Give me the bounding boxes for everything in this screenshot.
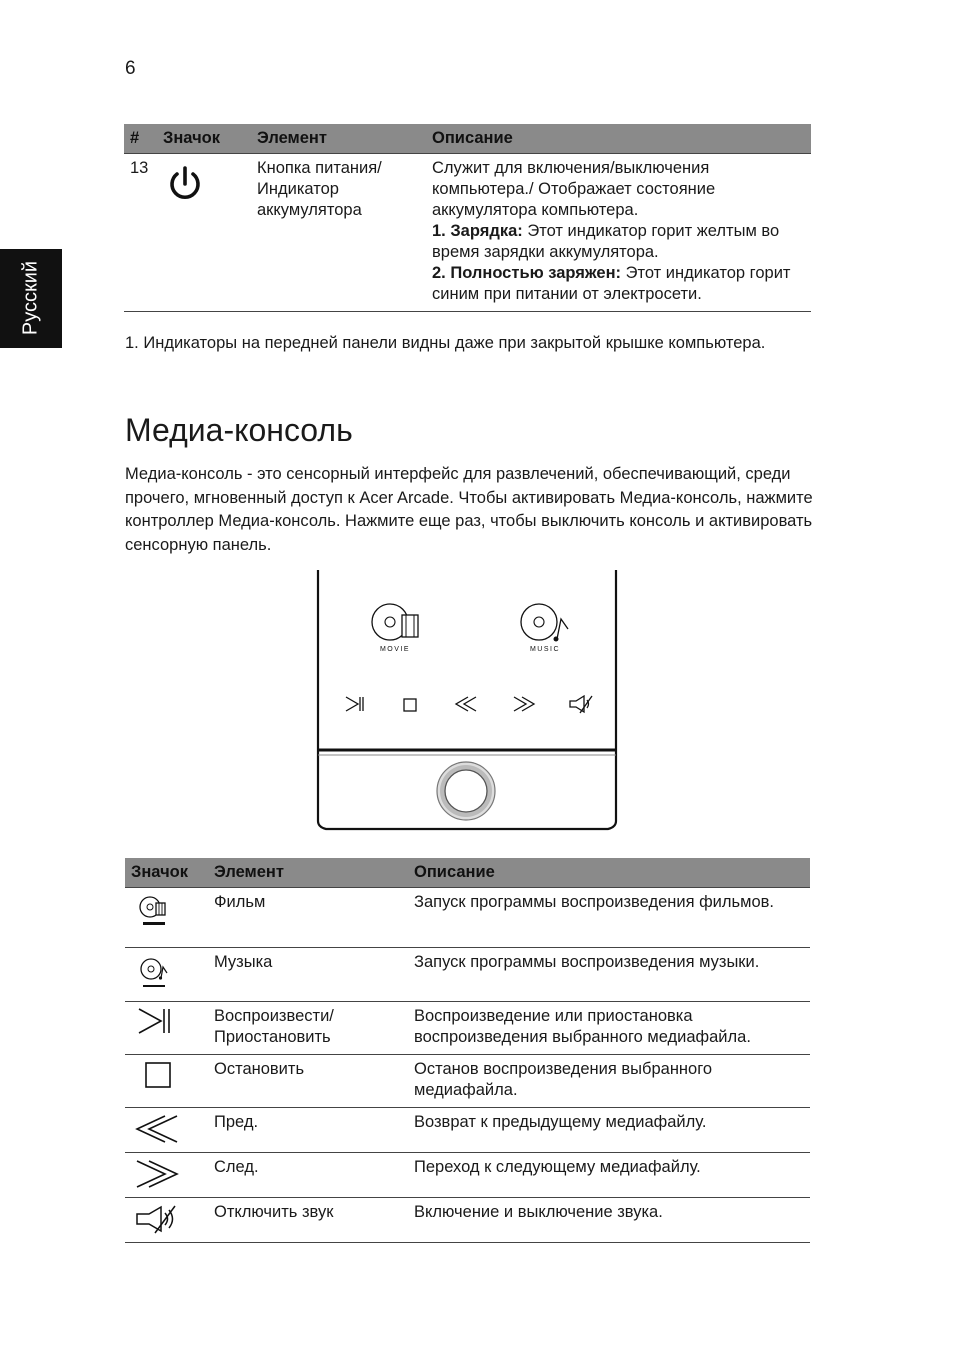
- header-icon: Значок: [125, 858, 208, 888]
- row-element: Остановить: [208, 1055, 408, 1108]
- media-console-illustration: [316, 569, 618, 831]
- row-element: Воспроизвести/ Приостановить: [208, 1002, 408, 1055]
- power-table: [124, 124, 811, 312]
- row-element: Пред.: [208, 1108, 408, 1153]
- full-label: 2. Полностью заряжен:: [432, 264, 622, 282]
- table-row: [125, 1198, 810, 1243]
- media-console-controller[interactable]: [437, 762, 495, 820]
- table-row: [125, 1055, 810, 1108]
- play-pause-icon: [131, 1006, 177, 1038]
- row-description: Включение и выключение звука.: [408, 1198, 810, 1243]
- header-element: Элемент: [208, 858, 408, 888]
- row-description: Запуск программы воспроизведения музыки.: [408, 948, 810, 1002]
- table-row: [125, 1153, 810, 1198]
- row-element: Фильм: [208, 888, 408, 948]
- element-line-3: аккумулятора: [257, 201, 362, 219]
- row-element: Отключить звук: [208, 1198, 408, 1243]
- music-label: MUSIC: [529, 646, 561, 653]
- footnote: 1. Индикаторы на передней панели видны даже при закрытой крышке компьютера.: [125, 334, 766, 352]
- description-intro: Служит для включения/выключения компьютера./ Отображает состояние аккумулятора компьютера.: [432, 159, 716, 219]
- movie-icon: [131, 892, 171, 930]
- row-element: След.: [208, 1153, 408, 1198]
- full-text: Этот индикатор горит синим при питании от электросети.: [432, 264, 791, 303]
- header-num: #: [124, 124, 157, 154]
- header-element: Элемент: [251, 124, 426, 154]
- media-table-header: [125, 858, 810, 888]
- row-num: 13: [124, 154, 157, 312]
- charging-label: 1. Зарядка:: [432, 222, 523, 240]
- table-row: [125, 888, 810, 948]
- music-icon: [131, 952, 171, 990]
- language-tab: [0, 249, 62, 348]
- table-row: [124, 154, 811, 312]
- movie-label: MOVIE: [379, 646, 411, 653]
- element-line-2: Индикатор: [257, 180, 339, 198]
- table-row: [125, 1108, 810, 1153]
- row-element: Музыка: [208, 948, 408, 1002]
- mute-icon: [131, 1202, 181, 1236]
- row-description: Возврат к предыдущему медиафайлу.: [408, 1108, 810, 1153]
- row-description: Запуск программы воспроизведения фильмов.: [408, 888, 810, 948]
- stop-icon: [131, 1059, 171, 1091]
- element-line-1: Кнопка питания/: [257, 159, 382, 177]
- next-icon: [131, 1157, 181, 1191]
- header-icon: Значок: [157, 124, 251, 154]
- language-tab-label: Русский: [19, 260, 42, 336]
- table-row: [125, 1002, 810, 1055]
- power-icon: [165, 164, 205, 204]
- intro-paragraph: Медиа-консоль - это сенсорный интерфейс для развлечений, обеспечивающий, среди прочего, мгновенный доступ к Acer Arcade. Чтобы активировать Медиа-консоль, нажмите контроллер Медиа-консоль. Нажмите еще раз, чтобы выключить консоль и активировать сенсорную панель.: [125, 465, 813, 554]
- previous-icon: [131, 1112, 181, 1146]
- section-title: Медиа-консоль: [125, 412, 353, 448]
- power-table-header: [124, 124, 811, 154]
- page-number: 6: [125, 58, 136, 79]
- row-description: Переход к следующему медиафайлу.: [408, 1153, 810, 1198]
- header-description: Описание: [408, 858, 810, 888]
- header-description: Описание: [426, 124, 811, 154]
- charging-text: Этот индикатор горит желтым во время зарядки аккумулятора.: [432, 222, 780, 261]
- row-description: Воспроизведение или приостановка воспроизведения выбранного медиафайла.: [408, 1002, 810, 1055]
- media-console-table: [125, 858, 810, 1243]
- table-row: [125, 948, 810, 1002]
- row-description: Останов воспроизведения выбранного медиафайла.: [408, 1055, 810, 1108]
